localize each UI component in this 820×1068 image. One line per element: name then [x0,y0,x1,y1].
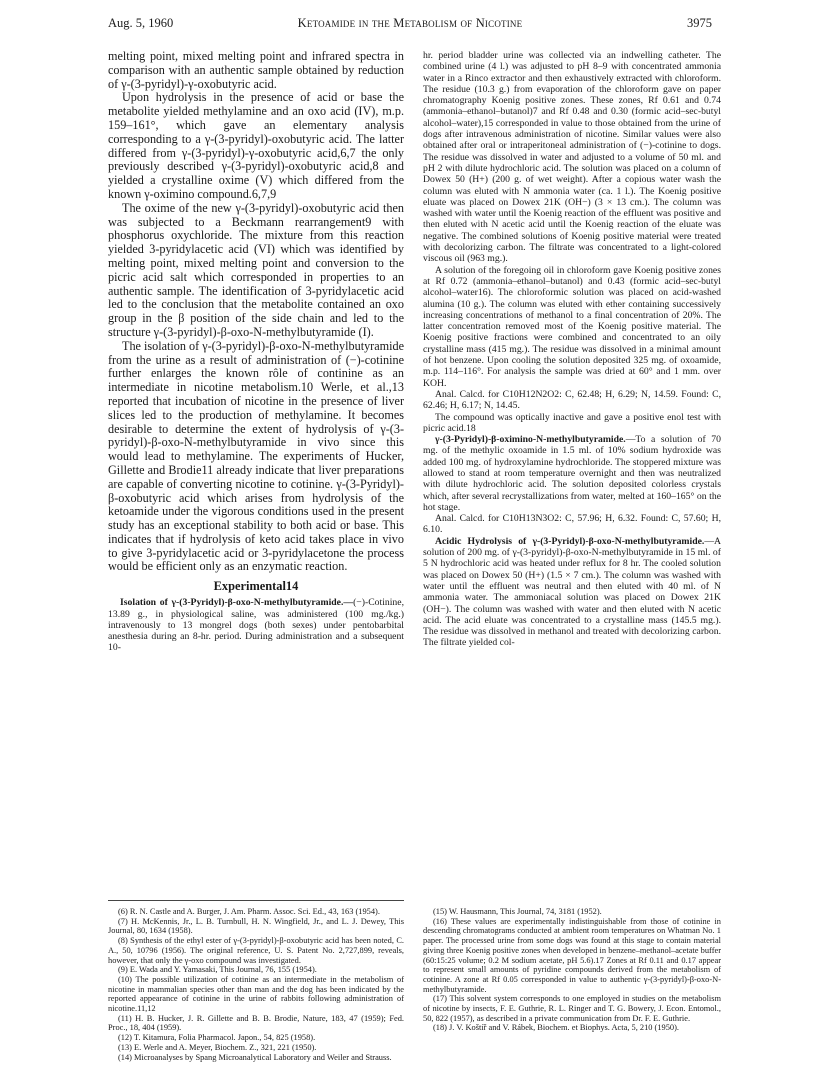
paragraph: A solution of the foregoing oil in chloroform gave Koenig positive zones at Rf 0.72 (ammonia–ethanol–butanol) and 0.43 (formic acid–sec-butyl alcohol–water16). The chloroformic solution was placed on acid-washed alumina (10 g.). The column was eluted with ether containing successively increasing concentrations of methanol to a final concentration of 20%. The latter concentration removed most of the Koenig positive material. The Koenig positive fractions were combined and concentrated to an oily crystalline mass (415 mg.). The residue was dissolved in a minimal amount of hot benzene. Upon cooling the solution deposited 325 mg. of oxoamide, m.p. 114–116°. For analysis the sample was dried at 60° and 1 mm. over KOH. [423,264,721,389]
footnotes-left [108,896,404,1062]
footnote-rule [108,900,404,901]
footnote: (18) J. V. Koštíř and V. Rábek, Biochem. et Biophys. Acta, 5, 210 (1950). [433,1023,679,1033]
footnote: (16) These values are experimentally indistinguishable from those of cotinine in descending chromatograms conducted at ambient room temperatures on Whatman No. 1 paper. The processed urine from some dogs was found at this stage to contain material giving three Koenig positive zones when developed in benzene–methanol–acetate buffer (60:15:25 volume; 0.2 M sodium acetate, pH 5.6).17 Zones at Rf 0.11 and 0.17 appear to represent small amounts of pyridine compounds derived from the metabolism of cotinine. A zone at Rf 0.05 corresponded in value to authentic γ-(3-pyridyl)-β-oxo-N-methylbutyramide. [423,916,721,994]
footnote: (14) Microanalyses by Spang Microanalytical Laboratory and Weiler and Strauss. [118,1052,392,1062]
paragraph: (−)-Cotinine, 13.89 g., in physiological saline, was administered (100 mg./kg.) intravenously to 13 mongrel dogs (both sexes) under pentobarbital anesthesia during an 8-hr. period. During administration and a subsequent 10- [108,597,404,654]
footnote: (6) R. N. Castle and A. Burger, J. Am. Pharm. Assoc. Sci. Ed., 43, 163 (1954). [118,907,380,916]
footnote: (12) T. Kitamura, Folia Pharmacol. Japon., 54, 825 (1958). [118,1033,316,1043]
subsection-title: Acidic Hydrolysis of γ-(3-Pyridyl)-β-oxo-N-methylbutyramide. [435,535,705,547]
section-heading: Experimental14 [213,579,299,594]
footnote: (10) The possible utilization of cotinine as an intermediate in the metabolism of nicotine in mammalian species other than man and the dog has been indicated by the reported appearance of cotinine in the urine of rabbits following administration of nicotine.11,12 [108,974,404,1014]
paragraph: —A solution of 200 mg. of γ-(3-pyridyl)-β-oxo-N-methylbutyramide in 15 ml. of 5 N hydrochloric acid was heated under reflux for 8 hr. The cooled solution was placed on Dowex 50 (H+) (1.5 × 7 cm.). The column was washed with water until the effluent was neutral and then eluted with 40 ml. of N ammonia water. The ammoniacal solution was placed on Dowex 21K (OH−). The column was washed with water and then eluted with N acetic acid. The acid eluate was concentrated to a crystalline mass (145.5 mg.). The residue was dissolved in methanol and treated with decolorizing carbon. The filtrate yielded col- [423,535,721,649]
subsection-title: Isolation of γ-(3-Pyridyl)-β-oxo-N-methylbutyramide.— [120,597,354,609]
footnote: (7) H. McKennis, Jr., L. B. Turnbull, H. N. Wingfield, Jr., and L. J. Dewey, This Journal, 80, 1634 (1958). [108,916,404,936]
paragraph: melting point, mixed melting point and infrared spectra in comparison with an authentic sample obtained by reduction of γ-(3-pyridyl)-γ-oxobutyric acid. [108,50,404,91]
header-page-number: 3975 [687,16,712,30]
paragraph: The isolation of γ-(3-pyridyl)-β-oxo-N-methylbutyramide from the urine as a result of administration of (−)-cotinine further enlarges the known rôle of continine as an intermediate in nicotine metabolism.10 Werle, et al.,13 reported that incubation of nicotine in the presence of liver slices led to the production of methylamine. It becomes desirable to determine the extent of hydrolysis of γ-(3-pyridyl)-β-oxo-N-methylbutyramide in vivo since this would lead to methylamine. The experiments of Hucker, Gillette and Brodie11 already indicate that liver preparations are capable of converting nicotine to cotinine. γ-(3-Pyridyl)-β-oxobutyric acid which arises from hydrolysis of the ketoamide under the vigorous conditions used in the present study has an exceptional stability to both acid or base. This indicates that if hydrolysis of keto acid takes place in vivo to give 3-pyridylacetic acid or 3-pyridylacetone the process would be efficient only as an enzymatic reaction. [108,338,404,574]
header-date: Aug. 5, 1960 [108,16,174,30]
paragraph: hr. period bladder urine was collected via an indwelling catheter. The combined urine (4 l.) was adjusted to pH 8–9 with concentrated ammonia water in a Rinco extractor and then exhaustively extracted with chloroform. The residue (10.3 g.) from evaporation of the chloroform gave on paper chromatography Koenig positive zones. These zones, Rf 0.61 and 0.74 (ammonia–ethanol–butanol)7 and Rf 0.48 and 0.30 (formic acid–sec-butyl alcohol–water),15 corresponded in value to those obtained from the urine of dogs after intravenous administration of nicotine. Similar values were also obtained after oral or intraperitoneal administration of (−)-cotinine to dogs. The residue was dissolved in water and adjusted to a volume of 50 ml. and pH 2 with dilute hydrochloric acid. The solution was placed on a column of Dowex 50 (H+) (200 g. of wet weight). After a copious water wash the column was eluted with N ammonia water (ca. 1 l.). The Koenig positive eluate was placed on Dowex 21K (OH−) (3 × 13 cm.). The column was washed with water until the Koenig reaction of the effluent was positive and then eluted with N acetic acid until the Koenig reaction of the eluate was negative. The combined solutions of Koenig positive material were treated with decolorizing carbon. The filtrate was concentrated to a light-colored viscous oil (963 mg.). [423,50,721,265]
footnote: (13) E. Werle and A. Meyer, Biochem. Z., 321, 221 (1950). [118,1042,317,1052]
footnote: (15) W. Hausmann, This Journal, 74, 3181 (1952). [433,907,602,916]
footnotes-right [423,896,721,1033]
paragraph: The oxime of the new γ-(3-pyridyl)-oxobutyric acid then was subjected to a Beckmann rearrangement9 with phosphorus oxychloride. The mixture from this reaction yielded 3-pyridylacetic acid (VI) which was identified by melting point, mixed melting point and conversion to the picric acid salt which corresponded in properties to an authentic sample. The identification of 3-pyridylacetic acid led to the conclusion that the metabolite contained an oxo group in the β position of the side chain and led to the structure γ-(3-pyridyl)-β-oxo-N-methylbutyramide (I). [108,200,404,339]
analysis-line: Anal. Calcd. for C10H12N2O2: C, 62.48; H, 6.29; N, 14.59. Found: C, 62.46; H, 6.17; N, 14.45. [423,388,721,412]
subsection-title: γ-(3-Pyridyl)-β-oximino-N-methylbutyramide. [435,434,626,446]
running-header [108,16,712,34]
header-title: Ketoamide in the Metabolism of Nicotine [297,16,523,30]
analysis-line: Anal. Calcd. for C10H13N3O2: C, 57.96; H, 6.32. Found: C, 57.60; H, 6.10. [423,513,721,536]
right-column [423,50,721,649]
footnote: (9) E. Wada and Y. Yamasaki, This Journal, 76, 155 (1954). [118,965,317,975]
footnote: (17) This solvent system corresponds to one employed in studies on the metabolism of nicotine by insects, F. E. Guthrie, R. L. Ringer and T. G. Bowery, J. Econ. Entomol., 50, 822 (1957), as described in a private communication from Dr. F. E. Guthrie. [423,994,721,1023]
paragraph: The compound was optically inactive and gave a positive enol test with picric acid.18 [423,411,721,434]
left-column [108,50,404,654]
footnote: (11) H. B. Hucker, J. R. Gillette and B. B. Brodie, Nature, 183, 47 (1959); Fed. Proc., 18, 404 (1959). [108,1013,404,1033]
footnote: (8) Synthesis of the ethyl ester of γ-(3-pyridyl)-β-oxobutyric acid has been noted, C. A., 50, 10796 (1956). The original reference, U. S. Patent No. 2,727,899, reveals, however, that only the γ-oxo compound was investigated. [108,936,404,965]
paragraph: —To a solution of 70 mg. of the methylic oxoamide in 1.5 ml. of 10% sodium hydroxide was added 100 mg. of hydroxylamine hydrochloride. The stoppered mixture was allowed to stand at room temperature overnight and then was neutralized with dilute hydrochloric acid. The solution deposited colorless crystals which, after several recrystallizations from water, melted at 160–165° on the hot stage. [423,434,721,513]
paragraph: Upon hydrolysis in the presence of acid or base the metabolite yielded methylamine and an oxo acid (IV), m.p. 159–161°, which gave an elementary analysis corresponding to a γ-(3-pyridyl)-oxobutyric acid. The latter differed from γ-(3-pyridyl)-γ-oxobutyric acid,6,7 the only previously described γ-(3-pyridyl)-oxobutyric acid,8 and yielded a crystalline oxime (V) which differed from the known γ-oximino compound.6,7,9 [108,90,404,201]
